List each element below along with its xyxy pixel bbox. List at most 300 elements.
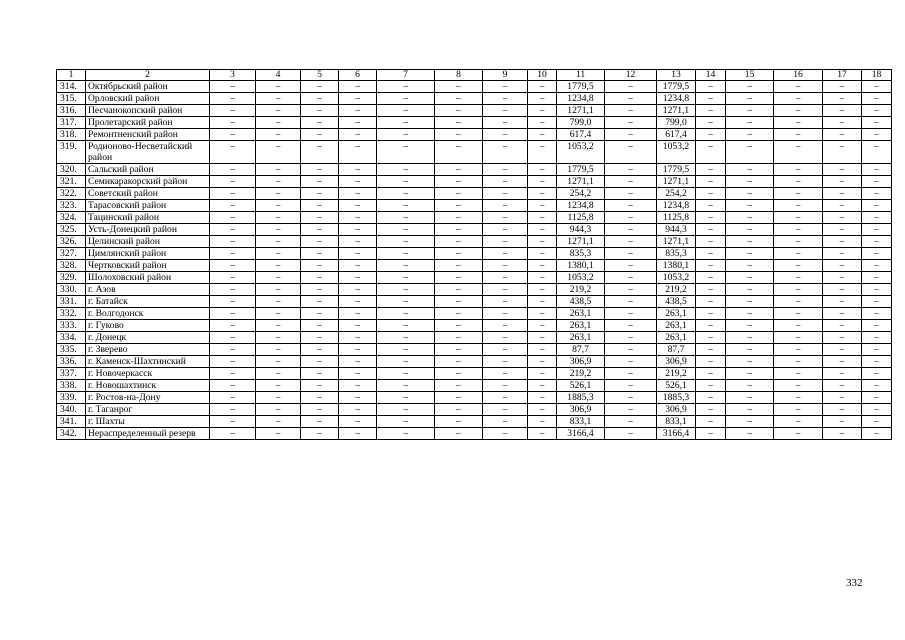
empty-cell: – — [696, 81, 726, 93]
empty-cell: – — [483, 141, 528, 164]
row-number: 325. — [57, 224, 86, 236]
empty-cell: – — [528, 392, 557, 404]
district-name: г. Донецк — [86, 332, 210, 344]
district-name: г. Волгодонск — [86, 308, 210, 320]
empty-cell: – — [377, 260, 435, 272]
empty-cell: – — [696, 428, 726, 440]
empty-cell: – — [726, 272, 774, 284]
empty-cell: – — [301, 81, 339, 93]
empty-cell: – — [210, 416, 256, 428]
empty-cell: – — [862, 332, 892, 344]
empty-cell: – — [483, 380, 528, 392]
total-cell: 1779,5 — [657, 164, 696, 176]
empty-cell: – — [696, 380, 726, 392]
empty-cell: – — [862, 117, 892, 129]
empty-cell: – — [483, 81, 528, 93]
value-cell: 1271,1 — [557, 176, 605, 188]
district-name: г. Азов — [86, 284, 210, 296]
empty-cell: – — [823, 236, 862, 248]
empty-cell: – — [862, 392, 892, 404]
empty-cell: – — [483, 392, 528, 404]
empty-cell: – — [605, 380, 657, 392]
empty-cell: – — [823, 212, 862, 224]
empty-cell: – — [862, 141, 892, 164]
table-row — [57, 248, 892, 260]
district-name: г. Батайск — [86, 296, 210, 308]
empty-cell: – — [774, 93, 823, 105]
row-number: 332. — [57, 308, 86, 320]
total-cell: 835,3 — [657, 248, 696, 260]
empty-cell: – — [483, 188, 528, 200]
empty-cell: – — [210, 224, 256, 236]
value-cell: 219,2 — [557, 368, 605, 380]
empty-cell: – — [339, 344, 377, 356]
empty-cell: – — [256, 416, 301, 428]
empty-cell: – — [339, 380, 377, 392]
column-header: 16 — [774, 70, 823, 81]
empty-cell: – — [256, 248, 301, 260]
empty-cell: – — [339, 416, 377, 428]
empty-cell: – — [210, 81, 256, 93]
empty-cell: – — [301, 368, 339, 380]
empty-cell: – — [528, 164, 557, 176]
empty-cell: – — [377, 164, 435, 176]
empty-cell: – — [823, 260, 862, 272]
total-cell: 617,4 — [657, 129, 696, 141]
empty-cell: – — [483, 164, 528, 176]
empty-cell: – — [256, 296, 301, 308]
empty-cell: – — [774, 356, 823, 368]
empty-cell: – — [726, 164, 774, 176]
empty-cell: – — [301, 356, 339, 368]
empty-cell: – — [696, 117, 726, 129]
row-number: 322. — [57, 188, 86, 200]
table-row — [57, 284, 892, 296]
column-header: 14 — [696, 70, 726, 81]
empty-cell: – — [862, 356, 892, 368]
empty-cell: – — [377, 368, 435, 380]
empty-cell: – — [377, 81, 435, 93]
empty-cell: – — [377, 200, 435, 212]
column-header: 12 — [605, 70, 657, 81]
empty-cell: – — [435, 200, 483, 212]
empty-cell: – — [823, 416, 862, 428]
empty-cell: – — [435, 332, 483, 344]
empty-cell: – — [605, 416, 657, 428]
total-cell: 3166,4 — [657, 428, 696, 440]
empty-cell: – — [696, 356, 726, 368]
empty-cell: – — [483, 105, 528, 117]
empty-cell: – — [774, 344, 823, 356]
table-row — [57, 368, 892, 380]
empty-cell: – — [726, 236, 774, 248]
empty-cell: – — [774, 404, 823, 416]
empty-cell: – — [605, 428, 657, 440]
empty-cell: – — [774, 428, 823, 440]
empty-cell: – — [605, 284, 657, 296]
empty-cell: – — [210, 212, 256, 224]
value-cell: 3166,4 — [557, 428, 605, 440]
empty-cell: – — [862, 212, 892, 224]
column-header: 9 — [483, 70, 528, 81]
empty-cell: – — [726, 224, 774, 236]
empty-cell: – — [862, 176, 892, 188]
value-cell: 799,0 — [557, 117, 605, 129]
empty-cell: – — [377, 236, 435, 248]
empty-cell: – — [483, 224, 528, 236]
empty-cell: – — [823, 129, 862, 141]
empty-cell: – — [435, 296, 483, 308]
row-number: 324. — [57, 212, 86, 224]
total-cell: 1885,3 — [657, 392, 696, 404]
empty-cell: – — [823, 296, 862, 308]
district-name: Орловский район — [86, 93, 210, 105]
empty-cell: – — [528, 380, 557, 392]
empty-cell: – — [823, 188, 862, 200]
empty-cell: – — [528, 93, 557, 105]
empty-cell: – — [774, 296, 823, 308]
total-cell: 263,1 — [657, 332, 696, 344]
empty-cell: – — [605, 368, 657, 380]
empty-cell: – — [696, 105, 726, 117]
empty-cell: – — [605, 200, 657, 212]
table-row — [57, 356, 892, 368]
empty-cell: – — [823, 308, 862, 320]
empty-cell: – — [696, 284, 726, 296]
value-cell: 263,1 — [557, 308, 605, 320]
empty-cell: – — [301, 428, 339, 440]
empty-cell: – — [210, 105, 256, 117]
empty-cell: – — [339, 236, 377, 248]
table-row — [57, 212, 892, 224]
empty-cell: – — [210, 141, 256, 164]
empty-cell: – — [726, 81, 774, 93]
empty-cell: – — [726, 176, 774, 188]
total-cell: 1053,2 — [657, 272, 696, 284]
empty-cell: – — [696, 392, 726, 404]
empty-cell: – — [301, 212, 339, 224]
empty-cell: – — [862, 93, 892, 105]
empty-cell: – — [301, 308, 339, 320]
empty-cell: – — [256, 380, 301, 392]
empty-cell: – — [210, 284, 256, 296]
empty-cell: – — [210, 93, 256, 105]
empty-cell: – — [339, 428, 377, 440]
empty-cell: – — [339, 260, 377, 272]
district-name: Цимлянский район — [86, 248, 210, 260]
empty-cell: – — [774, 212, 823, 224]
empty-cell: – — [483, 308, 528, 320]
empty-cell: – — [301, 272, 339, 284]
total-cell: 263,1 — [657, 320, 696, 332]
empty-cell: – — [483, 129, 528, 141]
district-name: г. Шахты — [86, 416, 210, 428]
row-number: 331. — [57, 296, 86, 308]
row-number: 340. — [57, 404, 86, 416]
empty-cell: – — [301, 117, 339, 129]
value-cell: 306,9 — [557, 404, 605, 416]
empty-cell: – — [862, 188, 892, 200]
district-name: Октябрьский район — [86, 81, 210, 93]
empty-cell: – — [256, 404, 301, 416]
empty-cell: – — [339, 356, 377, 368]
row-number: 327. — [57, 248, 86, 260]
empty-cell: – — [377, 224, 435, 236]
empty-cell: – — [256, 272, 301, 284]
empty-cell: – — [823, 332, 862, 344]
empty-cell: – — [528, 368, 557, 380]
empty-cell: – — [605, 236, 657, 248]
empty-cell: – — [528, 200, 557, 212]
empty-cell: – — [605, 81, 657, 93]
empty-cell: – — [339, 176, 377, 188]
empty-cell: – — [301, 164, 339, 176]
empty-cell: – — [256, 236, 301, 248]
column-header: 2 — [86, 70, 210, 81]
total-cell: 438,5 — [657, 296, 696, 308]
empty-cell: – — [528, 117, 557, 129]
empty-cell: – — [862, 129, 892, 141]
row-number: 330. — [57, 284, 86, 296]
empty-cell: – — [210, 344, 256, 356]
empty-cell: – — [301, 320, 339, 332]
empty-cell: – — [605, 129, 657, 141]
district-name: Ремонтненский район — [86, 129, 210, 141]
empty-cell: – — [339, 200, 377, 212]
value-cell: 833,1 — [557, 416, 605, 428]
empty-cell: – — [605, 332, 657, 344]
empty-cell: – — [301, 129, 339, 141]
empty-cell: – — [774, 392, 823, 404]
value-cell: 617,4 — [557, 129, 605, 141]
empty-cell: – — [339, 105, 377, 117]
empty-cell: – — [774, 308, 823, 320]
table-row — [57, 416, 892, 428]
empty-cell: – — [605, 260, 657, 272]
table-row — [57, 224, 892, 236]
empty-cell: – — [339, 368, 377, 380]
empty-cell: – — [528, 272, 557, 284]
empty-cell: – — [823, 344, 862, 356]
empty-cell: – — [726, 308, 774, 320]
empty-cell: – — [435, 308, 483, 320]
empty-cell: – — [823, 105, 862, 117]
empty-cell: – — [774, 176, 823, 188]
empty-cell: – — [862, 284, 892, 296]
empty-cell: – — [696, 141, 726, 164]
table-row — [57, 188, 892, 200]
empty-cell: – — [726, 212, 774, 224]
empty-cell: – — [862, 164, 892, 176]
value-cell: 1885,3 — [557, 392, 605, 404]
empty-cell: – — [210, 320, 256, 332]
empty-cell: – — [435, 81, 483, 93]
empty-cell: – — [483, 368, 528, 380]
empty-cell: – — [528, 141, 557, 164]
empty-cell: – — [435, 260, 483, 272]
value-cell: 263,1 — [557, 320, 605, 332]
empty-cell: – — [696, 248, 726, 260]
empty-cell: – — [301, 392, 339, 404]
empty-cell: – — [377, 284, 435, 296]
empty-cell: – — [256, 200, 301, 212]
empty-cell: – — [377, 212, 435, 224]
district-name: Усть-Донецкий район — [86, 224, 210, 236]
empty-cell: – — [726, 344, 774, 356]
total-cell: 1380,1 — [657, 260, 696, 272]
empty-cell: – — [435, 404, 483, 416]
empty-cell: – — [862, 296, 892, 308]
empty-cell: – — [726, 105, 774, 117]
budget-table — [56, 69, 892, 440]
empty-cell: – — [377, 272, 435, 284]
empty-cell: – — [301, 105, 339, 117]
table-row — [57, 272, 892, 284]
empty-cell: – — [210, 129, 256, 141]
empty-cell: – — [377, 356, 435, 368]
value-cell: 219,2 — [557, 284, 605, 296]
row-number: 337. — [57, 368, 86, 380]
total-cell: 87,7 — [657, 344, 696, 356]
empty-cell: – — [696, 296, 726, 308]
empty-cell: – — [696, 308, 726, 320]
empty-cell: – — [605, 105, 657, 117]
total-cell: 254,2 — [657, 188, 696, 200]
empty-cell: – — [605, 224, 657, 236]
empty-cell: – — [823, 141, 862, 164]
total-cell: 1234,8 — [657, 93, 696, 105]
empty-cell: – — [696, 332, 726, 344]
empty-cell: – — [210, 392, 256, 404]
empty-cell: – — [339, 332, 377, 344]
empty-cell: – — [605, 404, 657, 416]
empty-cell: – — [256, 105, 301, 117]
empty-cell: – — [823, 284, 862, 296]
value-cell: 1234,8 — [557, 200, 605, 212]
empty-cell: – — [528, 428, 557, 440]
empty-cell: – — [483, 176, 528, 188]
total-cell: 263,1 — [657, 308, 696, 320]
empty-cell: – — [528, 344, 557, 356]
empty-cell: – — [377, 248, 435, 260]
empty-cell: – — [339, 188, 377, 200]
empty-cell: – — [605, 117, 657, 129]
empty-cell: – — [339, 141, 377, 164]
empty-cell: – — [256, 356, 301, 368]
column-header: 15 — [726, 70, 774, 81]
empty-cell: – — [339, 308, 377, 320]
empty-cell: – — [339, 392, 377, 404]
empty-cell: – — [256, 93, 301, 105]
empty-cell: – — [435, 392, 483, 404]
empty-cell: – — [256, 368, 301, 380]
district-name: Советский район — [86, 188, 210, 200]
empty-cell: – — [696, 344, 726, 356]
total-cell: 1234,8 — [657, 200, 696, 212]
empty-cell: – — [377, 428, 435, 440]
empty-cell: – — [435, 141, 483, 164]
value-cell: 263,1 — [557, 332, 605, 344]
empty-cell: – — [339, 129, 377, 141]
empty-cell: – — [528, 129, 557, 141]
table-row — [57, 392, 892, 404]
empty-cell: – — [774, 248, 823, 260]
empty-cell: – — [726, 320, 774, 332]
empty-cell: – — [210, 236, 256, 248]
empty-cell: – — [483, 404, 528, 416]
empty-cell: – — [301, 380, 339, 392]
value-cell: 438,5 — [557, 296, 605, 308]
empty-cell: – — [435, 129, 483, 141]
empty-cell: – — [435, 93, 483, 105]
column-header: 5 — [301, 70, 339, 81]
empty-cell: – — [435, 416, 483, 428]
value-cell: 526,1 — [557, 380, 605, 392]
empty-cell: – — [339, 81, 377, 93]
empty-cell: – — [605, 344, 657, 356]
empty-cell: – — [377, 188, 435, 200]
empty-cell: – — [605, 164, 657, 176]
empty-cell: – — [377, 176, 435, 188]
empty-cell: – — [862, 248, 892, 260]
empty-cell: – — [774, 332, 823, 344]
empty-cell: – — [774, 188, 823, 200]
empty-cell: – — [696, 164, 726, 176]
empty-cell: – — [774, 260, 823, 272]
total-cell: 1271,1 — [657, 176, 696, 188]
district-name: г. Новошахтинск — [86, 380, 210, 392]
table-body — [57, 70, 892, 440]
row-number: 321. — [57, 176, 86, 188]
empty-cell: – — [301, 188, 339, 200]
empty-cell: – — [377, 129, 435, 141]
empty-cell: – — [339, 284, 377, 296]
table-row — [57, 93, 892, 105]
empty-cell: – — [435, 284, 483, 296]
empty-cell: – — [435, 212, 483, 224]
empty-cell: – — [823, 164, 862, 176]
empty-cell: – — [726, 416, 774, 428]
empty-cell: – — [256, 284, 301, 296]
empty-cell: – — [726, 284, 774, 296]
table-row — [57, 141, 892, 164]
empty-cell: – — [435, 248, 483, 260]
empty-cell: – — [774, 320, 823, 332]
empty-cell: – — [301, 141, 339, 164]
table-row — [57, 308, 892, 320]
empty-cell: – — [256, 176, 301, 188]
table-row — [57, 200, 892, 212]
empty-cell: – — [301, 284, 339, 296]
empty-cell: – — [339, 212, 377, 224]
empty-cell: – — [483, 236, 528, 248]
page-number: 332 — [846, 577, 863, 589]
empty-cell: – — [696, 224, 726, 236]
row-number: 323. — [57, 200, 86, 212]
empty-cell: – — [210, 176, 256, 188]
empty-cell: – — [696, 260, 726, 272]
empty-cell: – — [726, 368, 774, 380]
empty-cell: – — [483, 93, 528, 105]
empty-cell: – — [339, 272, 377, 284]
empty-cell: – — [210, 296, 256, 308]
row-number: 328. — [57, 260, 86, 272]
district-name: Песчанокопский район — [86, 105, 210, 117]
row-number: 326. — [57, 236, 86, 248]
empty-cell: – — [377, 320, 435, 332]
empty-cell: – — [483, 416, 528, 428]
empty-cell: – — [862, 380, 892, 392]
